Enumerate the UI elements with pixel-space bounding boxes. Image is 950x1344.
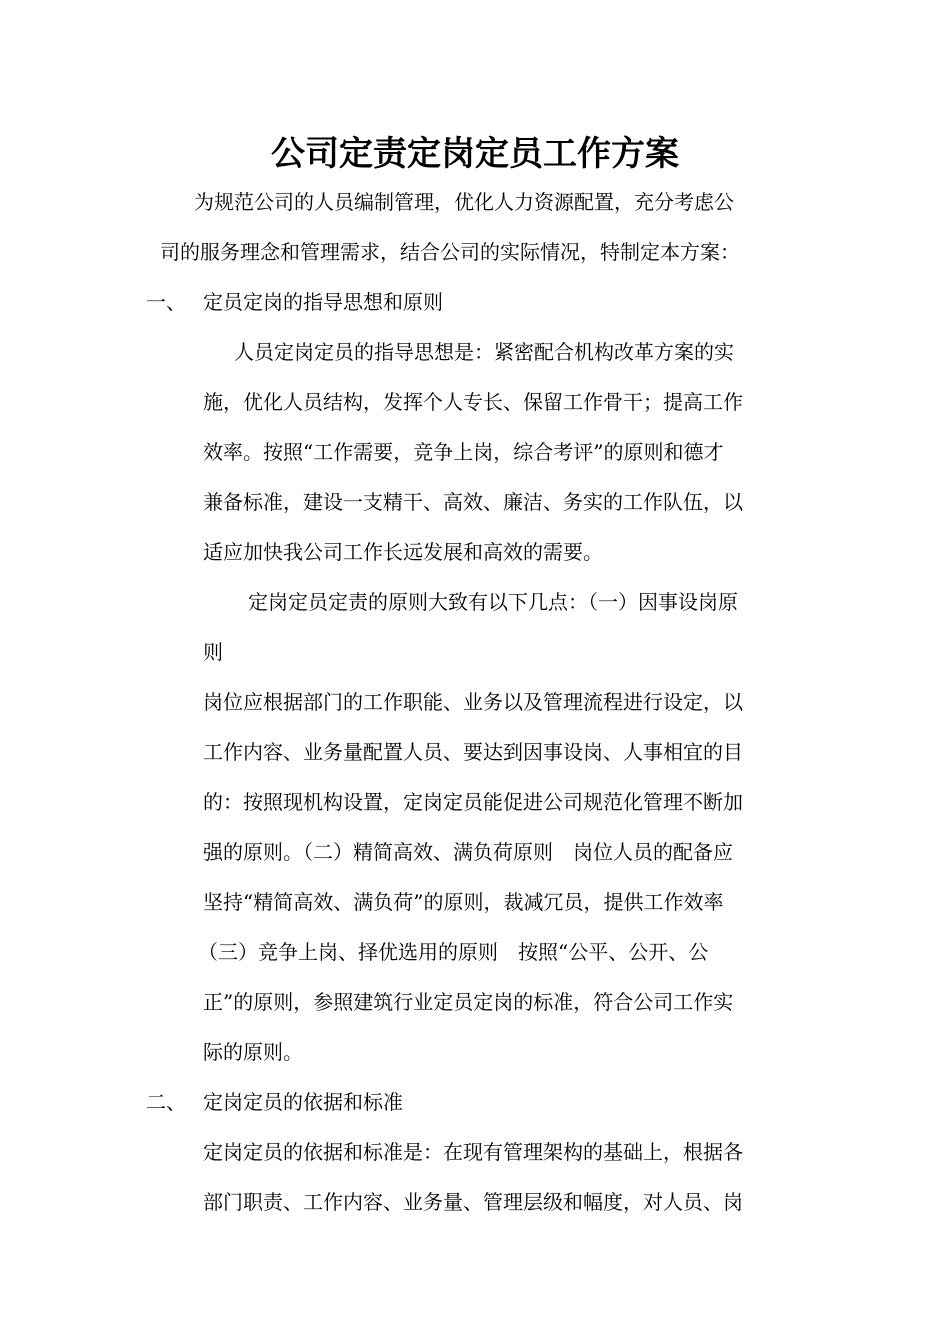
section-1-line-4: 兼备标准，建设一支精干、高效、廉洁、务实的工作队伍，以 bbox=[203, 490, 743, 514]
section-1-line-14: 正”的原则，参照建筑行业定员定岗的标准，符合公司工作实 bbox=[203, 990, 734, 1014]
section-1-line-3: 效率。按照“工作需要，竞争上岗，综合考评”的原则和德才 bbox=[203, 440, 724, 464]
intro-line-1: 为规范公司的人员编制管理，优化人力资源配置，充分考虑公 bbox=[194, 190, 734, 214]
section-1-line-13: （三）竞争上岗、择优选用的原则 按照“公平、公开、公 bbox=[198, 940, 709, 964]
section-2-number: 二、 bbox=[146, 1090, 186, 1114]
section-1-line-12: 坚持“精简高效、满负荷”的原则，裁减冗员，提供工作效率 bbox=[203, 890, 724, 914]
section-2-line-1: 定岗定员的依据和标准是：在现有管理架构的基础上，根据各 bbox=[203, 1140, 743, 1164]
section-1-line-8: 岗位应根据部门的工作职能、业务以及管理流程进行设定，以 bbox=[203, 690, 743, 714]
document-title: 公司定责定岗定员工作方案 bbox=[271, 134, 679, 174]
section-1-line-9: 工作内容、业务量配置人员、要达到因事设岗、人事相宜的目 bbox=[203, 740, 743, 764]
intro-line-2: 司的服务理念和管理需求，结合公司的实际情况，特制定本方案： bbox=[160, 240, 740, 264]
section-1-heading: 定员定岗的指导思想和原则 bbox=[203, 290, 443, 314]
section-1-line-11: 强的原则。（二）精简高效、满负荷原则 岗位人员的配备应 bbox=[203, 840, 733, 864]
section-1-line-7: 则 bbox=[203, 640, 223, 664]
section-1-line-6: 定岗定员定责的原则大致有以下几点：（一）因事设岗原 bbox=[248, 590, 738, 614]
section-2-line-2: 部门职责、工作内容、业务量、管理层级和幅度，对人员、岗 bbox=[203, 1190, 743, 1214]
section-1-line-1: 人员定岗定员的指导思想是：紧密配合机构改革方案的实 bbox=[234, 340, 734, 364]
section-1-line-15: 际的原则。 bbox=[203, 1040, 303, 1064]
section-1-line-2: 施，优化人员结构，发挥个人专长、保留工作骨干；提高工作 bbox=[203, 390, 743, 414]
section-1-number: 一、 bbox=[146, 290, 186, 314]
section-2-heading: 定岗定员的依据和标准 bbox=[203, 1090, 403, 1114]
section-1-line-5: 适应加快我公司工作长远发展和高效的需要。 bbox=[203, 540, 603, 564]
section-1-line-10: 的：按照现机构设置，定岗定员能促进公司规范化管理不断加 bbox=[203, 790, 743, 814]
